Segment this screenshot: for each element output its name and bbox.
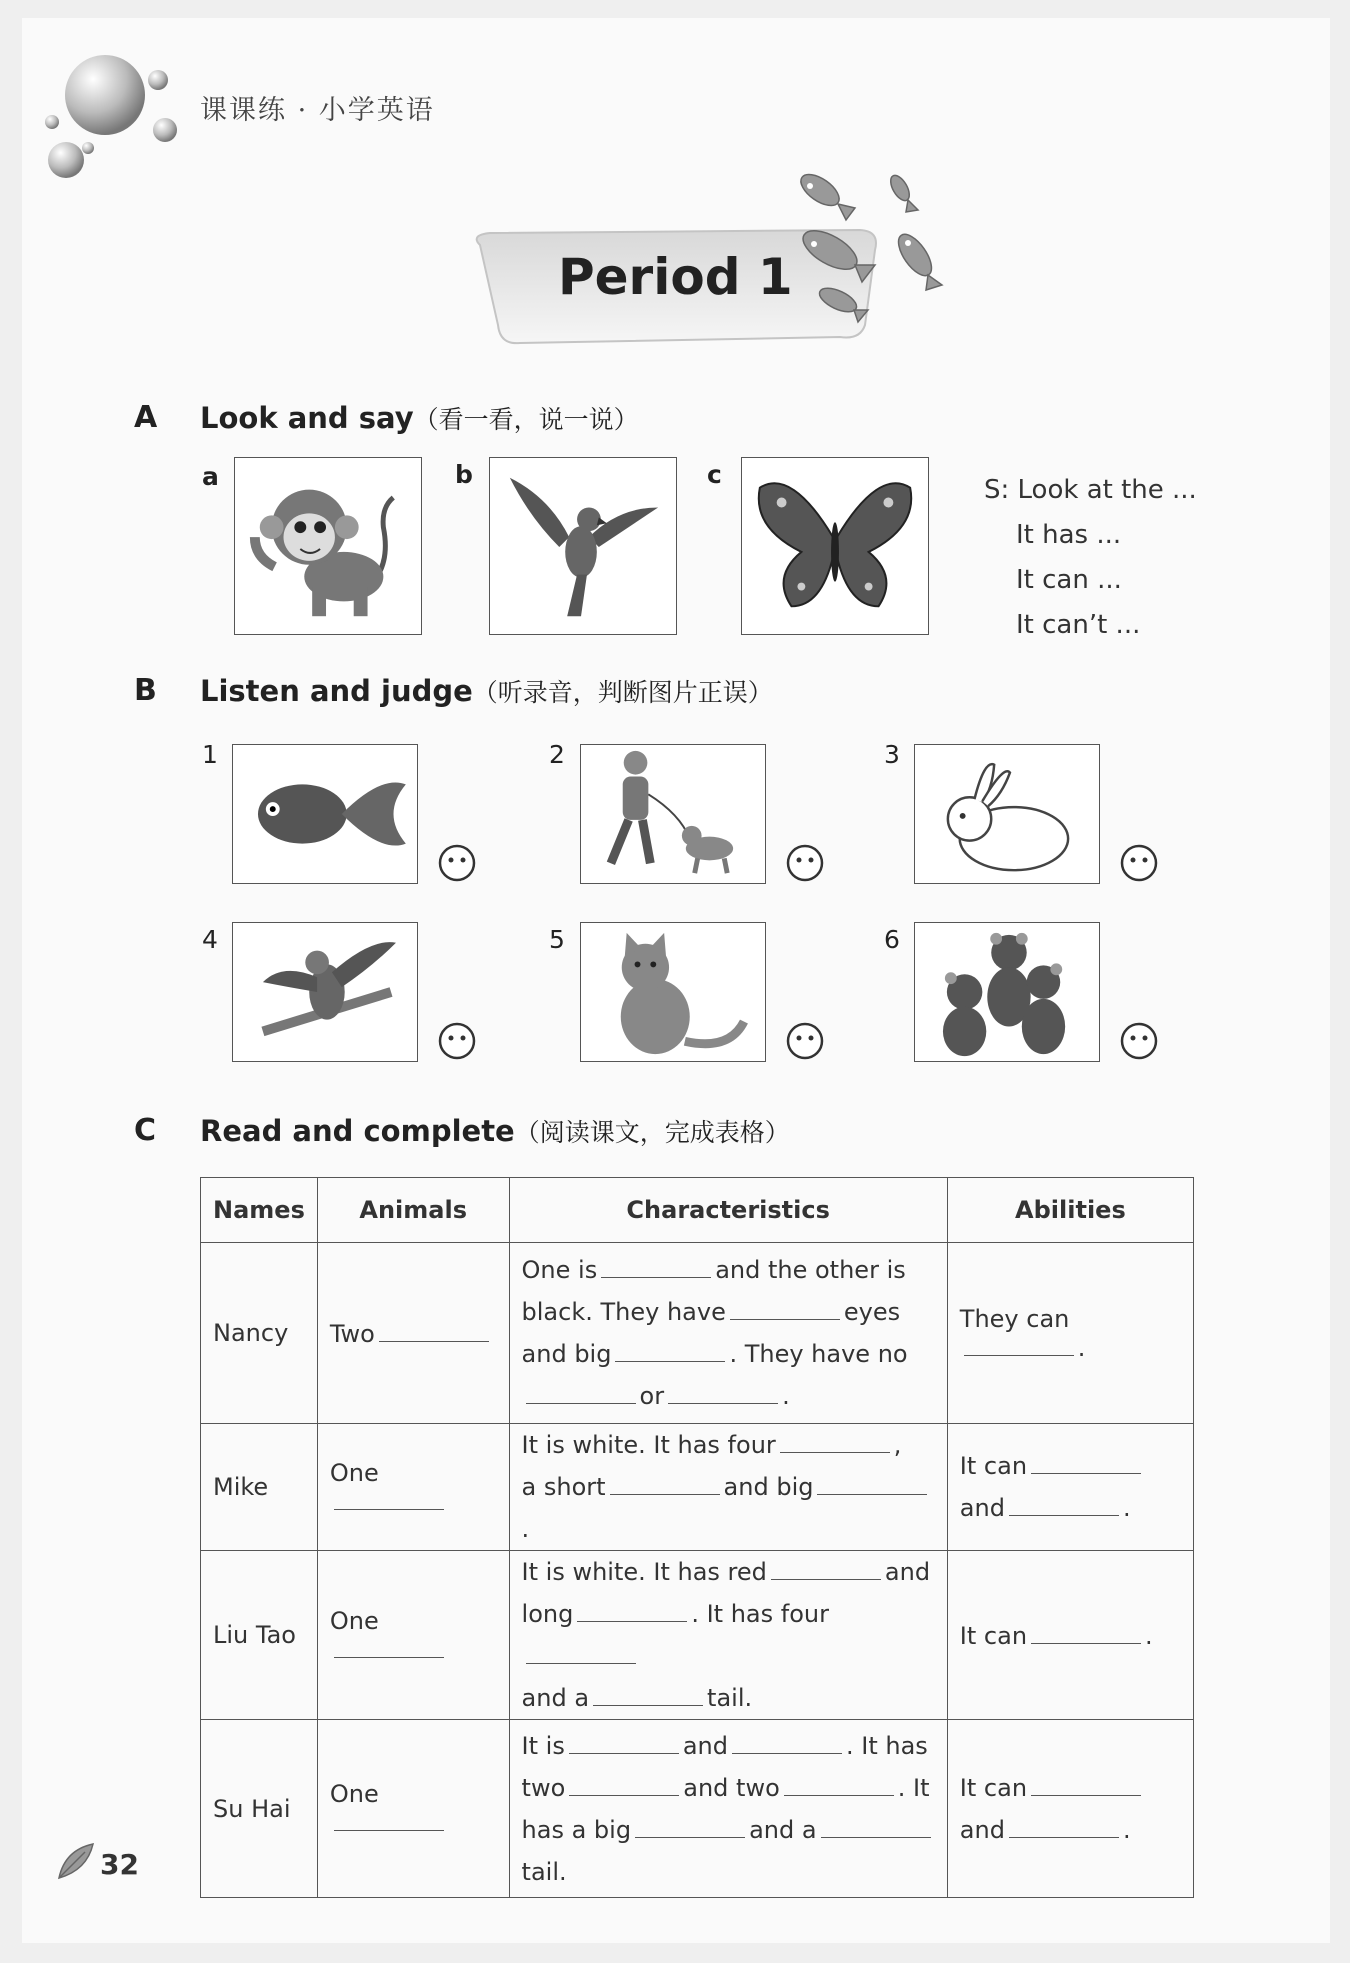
- rabbit-picture: [914, 744, 1100, 884]
- text-fragment: and big: [521, 1340, 612, 1368]
- answer-blank[interactable]: [784, 1773, 894, 1796]
- section-b-title-cn: （听录音，判断图片正误）: [472, 678, 773, 707]
- picture-label-c: c: [707, 460, 722, 489]
- text-fragment: a short: [521, 1473, 606, 1501]
- item-number-5: 5: [549, 925, 565, 954]
- text-fragment: .: [1077, 1333, 1086, 1362]
- answer-blank[interactable]: [730, 1297, 840, 1320]
- smiley-face-icon[interactable]: [1120, 1022, 1158, 1060]
- section-b-title: [200, 673, 773, 709]
- answer-blank[interactable]: [379, 1319, 489, 1342]
- section-c-title-cn: （阅读课文，完成表格）: [514, 1118, 790, 1147]
- answer-blank[interactable]: [526, 1641, 636, 1664]
- abilities-cell: [947, 1424, 1193, 1551]
- text-fragment: They can: [959, 1304, 1070, 1333]
- table-row: [201, 1243, 1194, 1424]
- text-fragment: .: [782, 1382, 790, 1410]
- text-fragment: .: [1145, 1621, 1153, 1650]
- text-fragment: black. They have: [521, 1298, 726, 1326]
- answer-blank[interactable]: [780, 1430, 890, 1453]
- text-fragment: and: [959, 1815, 1005, 1844]
- parrot-picture: [489, 457, 677, 635]
- table-row: [201, 1551, 1194, 1720]
- section-b-title-en: Listen and judge: [200, 674, 473, 708]
- text-fragment: It can: [959, 1773, 1028, 1802]
- animal-cell: [317, 1424, 509, 1551]
- name-cell: Liu Tao: [201, 1551, 318, 1720]
- text-fragment: .: [521, 1515, 530, 1543]
- text-fragment: ,: [893, 1431, 902, 1459]
- abilities-cell: [947, 1551, 1193, 1720]
- text-fragment: It is white. It has red: [521, 1558, 767, 1586]
- answer-blank[interactable]: [817, 1472, 927, 1495]
- section-c-title: [200, 1113, 790, 1149]
- text-fragment: . It has: [845, 1731, 928, 1760]
- fish-decoration: [780, 160, 950, 330]
- text-fragment: two: [521, 1773, 566, 1802]
- prompt-line-3: It can ...: [1016, 565, 1122, 595]
- answer-blank[interactable]: [964, 1333, 1074, 1356]
- text-fragment: It can: [959, 1621, 1028, 1650]
- section-c-letter: C: [134, 1113, 157, 1148]
- text-fragment: and: [884, 1558, 931, 1586]
- page-number: 32: [100, 1848, 139, 1881]
- answer-blank[interactable]: [577, 1599, 687, 1622]
- header-characteristics: Characteristics: [509, 1178, 947, 1243]
- name-cell: Nancy: [201, 1243, 318, 1424]
- name-cell: Su Hai: [201, 1720, 318, 1898]
- answer-blank[interactable]: [569, 1731, 679, 1754]
- answer-blank[interactable]: [526, 1381, 636, 1404]
- smiley-face-icon[interactable]: [1120, 844, 1158, 882]
- table-row: [201, 1720, 1194, 1898]
- text-fragment: One is: [521, 1256, 598, 1284]
- boy-walking-dog-picture: [580, 744, 766, 884]
- table-row: [201, 1424, 1194, 1551]
- animal-cell: [317, 1243, 509, 1424]
- text-fragment: and two: [683, 1773, 780, 1802]
- monkey-picture: [234, 457, 422, 635]
- header-abilities: Abilities: [947, 1178, 1193, 1243]
- text-fragment: .: [1122, 1815, 1131, 1844]
- answer-blank[interactable]: [1031, 1621, 1141, 1644]
- animal-count: Two: [329, 1319, 375, 1348]
- text-fragment: . It has four: [691, 1600, 829, 1628]
- animal-cell: [317, 1720, 509, 1898]
- smiley-face-icon[interactable]: [786, 1022, 824, 1060]
- text-fragment: and: [959, 1494, 1005, 1522]
- characteristics-cell: [509, 1243, 947, 1424]
- animal-count: One: [329, 1606, 379, 1635]
- item-number-1: 1: [202, 740, 218, 769]
- name-cell: Mike: [201, 1424, 318, 1551]
- answer-blank[interactable]: [1009, 1493, 1119, 1516]
- section-a-title-cn: （看一看，说一说）: [413, 405, 639, 434]
- answer-blank[interactable]: [771, 1557, 881, 1580]
- answer-blank[interactable]: [615, 1339, 725, 1362]
- answer-blank[interactable]: [732, 1731, 842, 1754]
- answer-blank[interactable]: [821, 1815, 931, 1838]
- text-fragment: long: [521, 1600, 574, 1628]
- picture-label-b: b: [455, 460, 473, 489]
- text-fragment: . It: [897, 1773, 930, 1802]
- prompt-line-1: S: Look at the ...: [984, 475, 1197, 505]
- series-title: 课课练 · 小学英语: [200, 95, 435, 126]
- text-fragment: tail.: [707, 1684, 753, 1712]
- prompt-line-4: It can’t ...: [1016, 610, 1141, 640]
- section-c-title-en: Read and complete: [200, 1114, 515, 1148]
- abilities-cell: [947, 1243, 1193, 1424]
- answer-blank[interactable]: [610, 1472, 720, 1495]
- text-fragment: and a: [521, 1684, 590, 1712]
- section-a-title-en: Look and say: [200, 401, 414, 435]
- animal-count: One: [329, 1458, 379, 1487]
- text-fragment: and a: [749, 1815, 817, 1844]
- item-number-4: 4: [202, 925, 218, 954]
- bubbles-decoration: [40, 50, 190, 180]
- table-header-row: [201, 1178, 1194, 1243]
- text-fragment: has a big: [521, 1815, 632, 1844]
- answer-blank[interactable]: [1031, 1773, 1141, 1796]
- item-number-6: 6: [884, 925, 900, 954]
- section-a-letter: A: [134, 400, 158, 435]
- animal-count: One: [329, 1780, 379, 1808]
- characteristics-cell: [509, 1424, 947, 1551]
- smiley-face-icon[interactable]: [438, 844, 476, 882]
- header-names: Names: [201, 1178, 318, 1243]
- leaf-icon: [55, 1840, 97, 1882]
- item-number-2: 2: [549, 740, 565, 769]
- completion-table: [200, 1177, 1194, 1898]
- smiley-face-icon[interactable]: [786, 844, 824, 882]
- answer-blank[interactable]: [593, 1683, 703, 1706]
- text-fragment: It is: [521, 1731, 565, 1760]
- characteristics-cell: [509, 1551, 947, 1720]
- answer-blank[interactable]: [668, 1381, 778, 1404]
- abilities-cell: [947, 1720, 1193, 1898]
- cat-picture: [580, 922, 766, 1062]
- answer-blank[interactable]: [334, 1808, 444, 1831]
- answer-blank[interactable]: [601, 1255, 711, 1278]
- text-fragment: .: [1122, 1494, 1131, 1522]
- speaking-prompt: [984, 468, 1197, 648]
- smiley-face-icon[interactable]: [438, 1022, 476, 1060]
- teddy-bears-picture: [914, 922, 1100, 1062]
- text-fragment: tail.: [521, 1857, 567, 1886]
- answer-blank[interactable]: [334, 1487, 444, 1510]
- text-fragment: . They have no: [729, 1340, 908, 1368]
- answer-blank[interactable]: [1009, 1815, 1119, 1838]
- answer-blank[interactable]: [1031, 1451, 1141, 1474]
- text-fragment: eyes: [843, 1298, 901, 1326]
- header-animals: Animals: [317, 1178, 509, 1243]
- text-fragment: It is white. It has four: [521, 1431, 776, 1459]
- answer-blank[interactable]: [635, 1815, 745, 1838]
- parrot-on-branch-picture: [232, 922, 418, 1062]
- text-fragment: or: [639, 1382, 665, 1410]
- text-fragment: It can: [959, 1452, 1028, 1480]
- text-fragment: and: [682, 1731, 728, 1760]
- text-fragment: and the other is: [715, 1256, 906, 1284]
- answer-blank[interactable]: [334, 1635, 444, 1658]
- characteristics-cell: [509, 1720, 947, 1898]
- butterfly-picture: [741, 457, 929, 635]
- text-fragment: and big: [723, 1473, 814, 1501]
- goldfish-picture: [232, 744, 418, 884]
- section-b-letter: B: [134, 673, 157, 708]
- animal-cell: [317, 1551, 509, 1720]
- answer-blank[interactable]: [569, 1773, 679, 1796]
- prompt-line-2: It has ...: [1016, 520, 1122, 550]
- section-a-title: [200, 400, 639, 436]
- page-title: Period 1: [558, 248, 793, 306]
- picture-label-a: a: [202, 462, 219, 491]
- item-number-3: 3: [884, 740, 900, 769]
